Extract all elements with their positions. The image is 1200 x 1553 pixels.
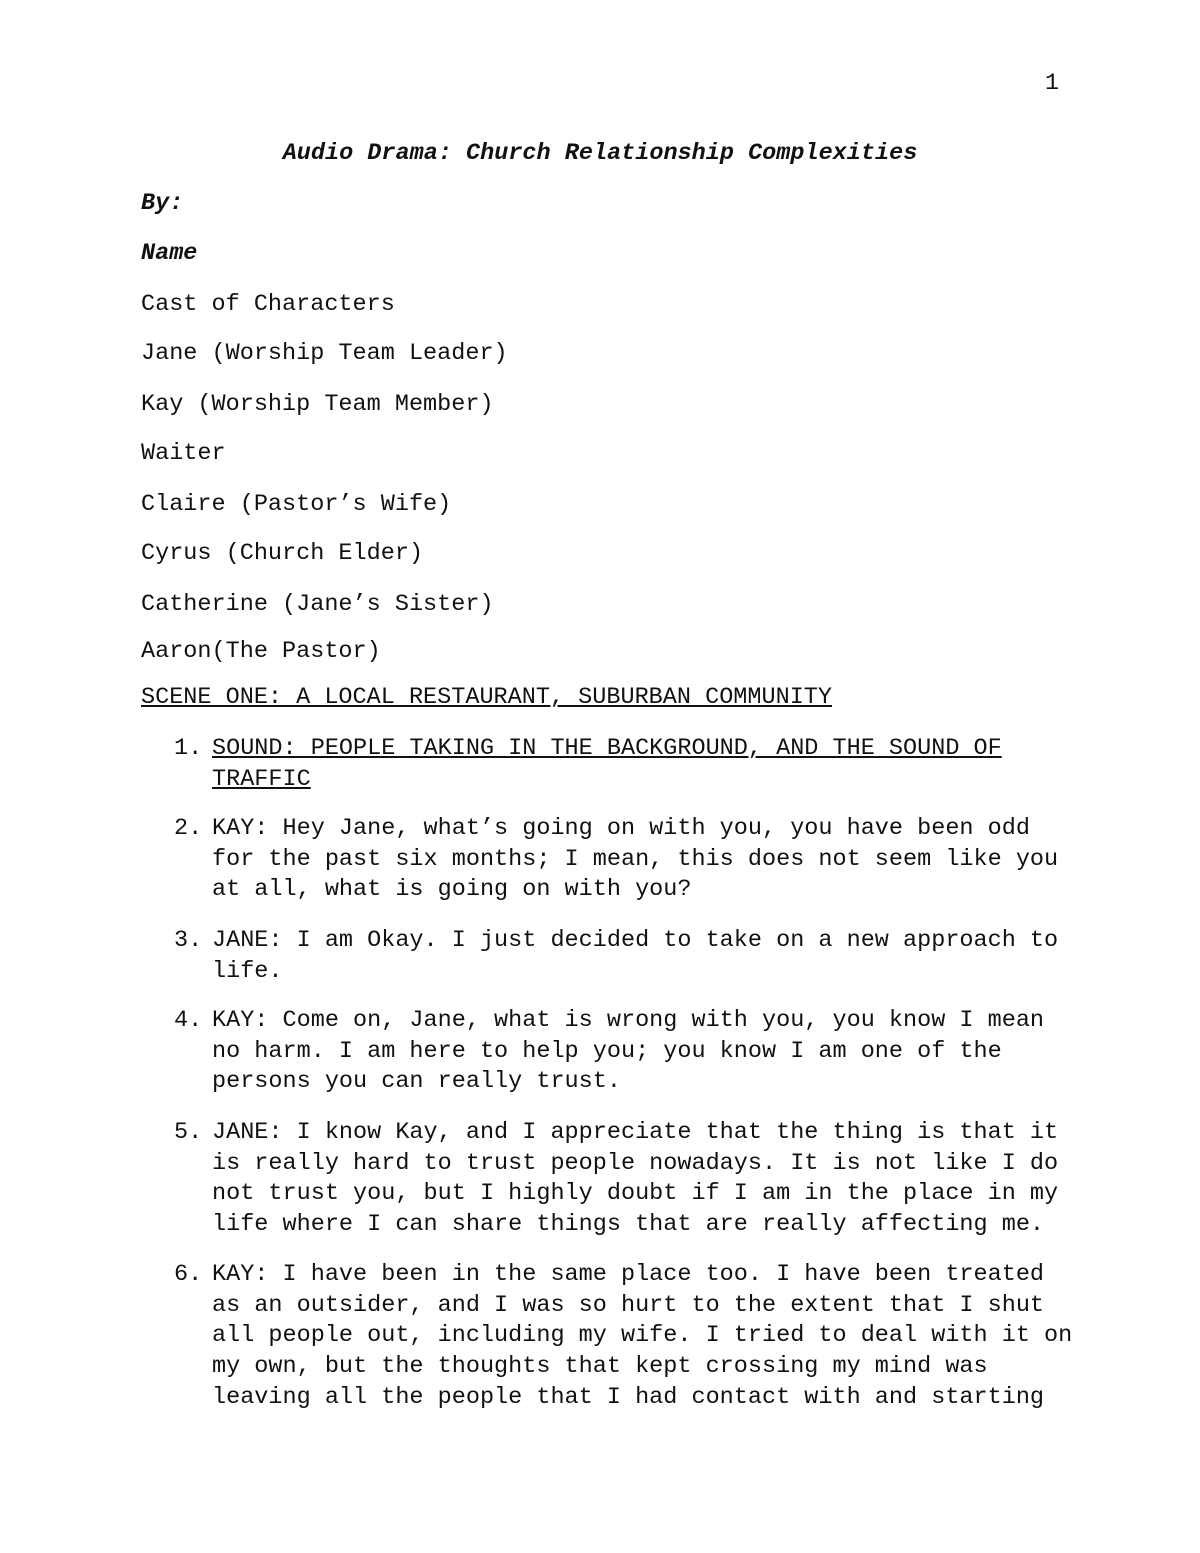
line-number: 6.: [174, 1261, 203, 1288]
cast-member: Kay (Worship Team Member): [141, 391, 494, 418]
line-text: JANE: I know Kay, and I appreciate that the thing is that it is really hard to trust people nowadays. It is not like I do not trust you, but I highly doubt if I am in the place in my life where I can share things that are really affecting me.: [212, 1119, 1059, 1239]
script-line: [174, 1260, 1082, 1414]
script-line: [174, 814, 1082, 906]
scene-heading: SCENE ONE: A LOCAL RESTAURANT, SUBURBAN COMMUNITY: [141, 684, 833, 711]
line-number: 3.: [174, 927, 203, 954]
script-line: [174, 734, 1082, 795]
cast-heading: Cast of Characters: [141, 291, 395, 318]
line-number: 4.: [174, 1007, 203, 1034]
author-name: Name: [141, 240, 198, 267]
by-label: By:: [141, 190, 184, 217]
line-number: 2.: [174, 815, 203, 842]
document-title: Audio Drama: Church Relationship Complexities: [282, 140, 918, 167]
cast-member: Claire (Pastor’s Wife): [141, 491, 452, 518]
cast-member: Waiter: [141, 440, 226, 467]
line-text: JANE: I am Okay. I just decided to take on a new approach to life.: [212, 927, 1059, 985]
line-number: 1.: [174, 735, 203, 762]
line-text: SOUND: PEOPLE TAKING IN THE BACKGROUND, AND THE SOUND OF TRAFFIC: [212, 735, 1002, 793]
line-number: 5.: [174, 1119, 203, 1146]
cast-member: Aaron(The Pastor): [141, 638, 381, 665]
script-line: [174, 1118, 1082, 1241]
cast-member: Catherine (Jane’s Sister): [141, 591, 494, 618]
cast-member: Cyrus (Church Elder): [141, 540, 424, 567]
script-line: [174, 926, 1082, 987]
line-text: KAY: Come on, Jane, what is wrong with you, you know I mean no harm. I am here to help you; you know I am one of the persons you can really trust.: [212, 1007, 1045, 1096]
line-text: KAY: Hey Jane, what’s going on with you, you have been odd for the past six months; I mean, this does not seem like you at all, what is going on with you?: [212, 815, 1059, 904]
page-number: 1: [1044, 70, 1059, 97]
line-text: KAY: I have been in the same place too. I have been treated as an outsider, and I was so hurt to the extent that I shut all people out, including my wife. I tried to deal with it on my own, but the thoughts that kept crossing my mind was leaving all the people that I had contact with and starting: [212, 1261, 1073, 1411]
cast-member: Jane (Worship Team Leader): [141, 340, 508, 367]
script-line: [174, 1006, 1082, 1098]
